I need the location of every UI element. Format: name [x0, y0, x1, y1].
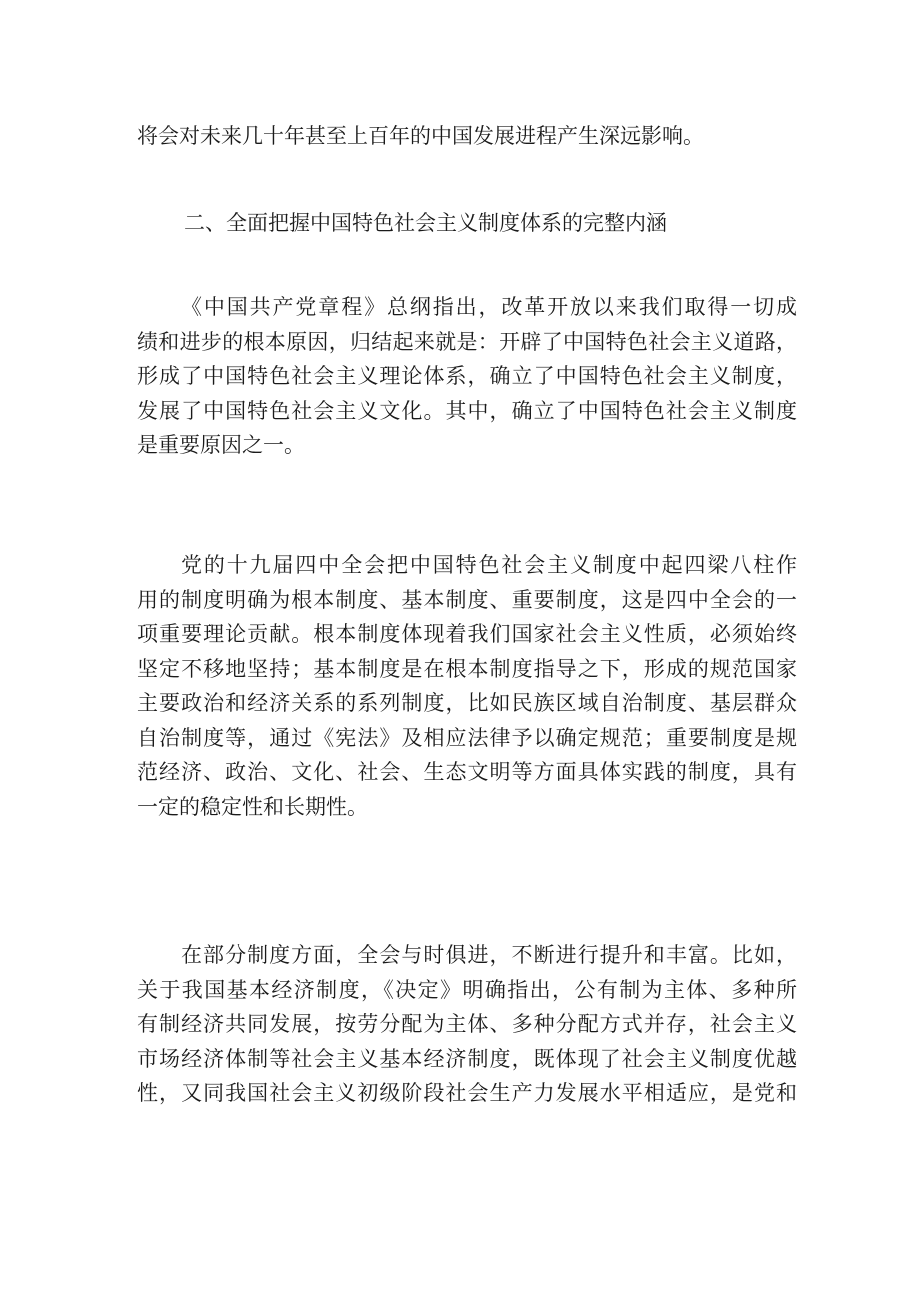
text-line: 坚定不移地坚持；基本制度是在根本制度指导之下，形成的规范国家: [137, 656, 797, 681]
text-line: 党的十九届四中全会把中国特色社会主义制度中起四梁八柱作: [181, 553, 797, 577]
text-line: 发展了中国特色社会主义文化。其中，确立了中国特色社会主义制度: [137, 398, 797, 423]
text-line: 范经济、政治、文化、社会、生态文明等方面具体实践的制度，具有: [137, 760, 797, 784]
opening-paragraph: [137, 119, 797, 154]
section-heading: 二、全面把握中国特色社会主义制度体系的完整内涵: [184, 211, 667, 235]
text-line: 绩和进步的根本原因，归结起来就是：开辟了中国特色社会主义道路，: [137, 329, 797, 354]
text-line: 用的制度明确为根本制度、基本制度、重要制度，这是四中全会的一: [137, 587, 797, 612]
text-line: 是重要原因之一。: [137, 433, 305, 457]
text-line: 《中国共产党章程》总纲指出，改革开放以来我们取得一切成: [181, 295, 797, 319]
text-line: 关于我国基本经济制度，《决定》明确指出，公有制为主体、多种所: [137, 977, 797, 1002]
text-line: 性，又同我国社会主义初级阶段社会生产力发展水平相适应，是党和: [137, 1081, 797, 1105]
text-line: 自治制度等，通过《宪法》及相应法律予以确定规范；重要制度是规: [137, 725, 797, 750]
text-line: 项重要理论贡献。根本制度体现着我们国家社会主义性质，必须始终: [137, 622, 797, 646]
text-line: 在部分制度方面，全会与时俱进，不断进行提升和丰富。比如，: [181, 943, 797, 967]
text-line: 主要政治和经济关系的系列制度，比如民族区域自治制度、基层群众: [137, 691, 797, 715]
text-line: 市场经济体制等社会主义基本经济制度，既体现了社会主义制度优越: [137, 1046, 797, 1071]
text-line: 一定的稳定性和长期性。: [137, 794, 368, 819]
text-line: 形成了中国特色社会主义理论体系，确立了中国特色社会主义制度，: [137, 364, 797, 388]
text-line: 有制经济共同发展，按劳分配为主体、多种分配方式并存，社会主义: [137, 1012, 797, 1036]
paragraph-2: [137, 548, 797, 824]
paragraph-3: [137, 938, 797, 1111]
text-line: 将会对未来几十年甚至上百年的中国发展进程产生深远影响。: [137, 124, 704, 148]
paragraph-1: [137, 290, 797, 463]
